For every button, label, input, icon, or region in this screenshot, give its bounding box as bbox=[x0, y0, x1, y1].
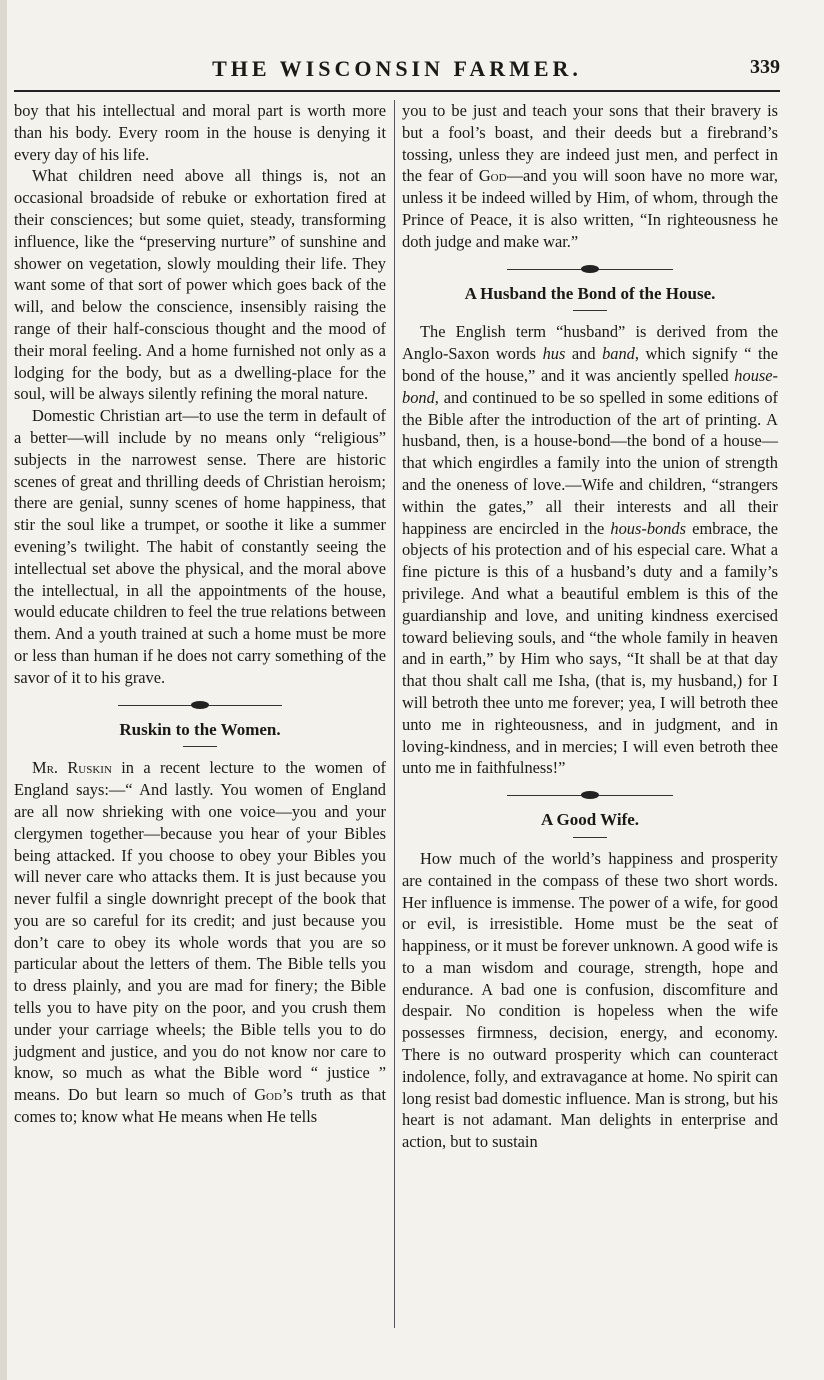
paragraph-text: in a recent lecture to the women of England says:—“ And lastly. You women of England are all now shrieking with one voice—you and your clergymen together—because you hear of your Bibles being attacked. If you choose to obey your Bibles you will never care who attacks them. It is just because you never fulfil a single downright precept of the book that you are so careful for its credit; and just because you don’t care to obey its whole words that you are so particular about the letters of them. The Bible tells you to dress plainly, and you are mad for finery; the Bible tells you to have pity on the poor, and you crush them under your carriage wheels; the Bible tells you to do judgment and justice, and you do not know nor care to know, so much as what the Bible word “ justice ” means. Do but learn so much of bbox=[14, 758, 386, 1105]
article-paragraph bbox=[14, 757, 386, 1128]
author-name: Mr. Ruskin bbox=[32, 758, 112, 778]
left-column bbox=[14, 100, 386, 1328]
page-edge bbox=[0, 0, 7, 1380]
article-paragraph: Domestic Christian art—to use the term in default of a better—will include by no means only “religious” subjects in the narrowest sense. There are historic scenes of great and thrilling deeds of Christian heroism; there are genial, sunny scenes of home happiness, that stir the soul like a trumpet, or soothe it like a summer evening’s twilight. The habit of constantly seeing the intellectual set above the physical, and the moral above the intellectual, in all the appointments of the house, would educate children to feel the true relations between them. And a youth trained at such a home must be more or less than human if he does not carry something of the savor of it to his grave. bbox=[14, 406, 386, 687]
header-rule bbox=[14, 90, 780, 92]
article-paragraph bbox=[402, 321, 778, 779]
section-heading-husband: A Husband the Bond of the House. bbox=[464, 283, 716, 303]
paragraph-text: , which signify “ the bond of the house,” and it was anciently spelled bbox=[402, 344, 779, 385]
section-separator bbox=[402, 261, 778, 277]
paragraph-text: The English term “husband” is derived from the Anglo-Saxon words bbox=[402, 322, 778, 364]
paragraph-text: , and continued to be so spelled in some editions of the Bible after the introduction of the art of printing. A husband, then, is a house-bond—the bond of a house—that which engirdles a family into the union of strength and the oneness of love.—Wife and children, “strangers within the gates,” all their interests and all their happiness are encircled in the bbox=[402, 387, 778, 538]
heading-rule bbox=[183, 746, 217, 747]
section-separator bbox=[14, 697, 386, 713]
section-separator bbox=[402, 787, 778, 803]
paragraph-text: you to be just and teach your sons that their bravery is but a fool’s boast, and their deeds but a firebrand’s tossing, unless they are indeed just men, and perfect in the fear of bbox=[402, 101, 778, 186]
italic-word: house-bond bbox=[402, 365, 778, 407]
section-heading-wife: A Good Wife. bbox=[540, 810, 640, 830]
paragraph-text: —and you will soon have no more war, unless it be indeed willed by Him, of whom, through the Prince of Peace, it is also written, “In righteousness he doth judge and make war.” bbox=[402, 166, 778, 251]
right-column bbox=[402, 100, 778, 1328]
paragraph-text: and bbox=[565, 344, 603, 364]
italic-word: hus bbox=[542, 344, 566, 364]
italic-word: hous-bonds bbox=[610, 518, 686, 538]
paragraph-text: ’s truth as that comes to; know what He means when He tells bbox=[14, 1085, 386, 1127]
article-paragraph bbox=[402, 100, 778, 253]
article-paragraph: boy that his intellectual and moral part is worth more than his body. Every room in the house is denying it every day of his life. bbox=[14, 101, 386, 164]
article-paragraph: How much of the world’s happiness and prosperity are contained in the compass of these two short words. Her influence is immense. The power of a wife, for good or evil, is irresistible. Home must be the seat of happiness, or it must be forever unknown. A good wife is to a man wisdom and courage, strength, hope and endurance. A bad one is confusion, discomfiture and despair. No condition is hopeless when the wife possesses firmness, decision, energy, and economy. There is no outward prosperity which can counteract indolence, folly, and extravagance at home. No spirit can long resist bad domestic influence. Man is strong, but his heart is not adamant. Man delights in enterprise and action, but to sustain bbox=[402, 848, 778, 1152]
section-heading-ruskin: Ruskin to the Women. bbox=[119, 719, 281, 739]
page-number: 339 bbox=[750, 56, 780, 78]
heading-rule bbox=[573, 310, 607, 311]
paragraph-text-god: God bbox=[254, 1085, 282, 1105]
column-divider bbox=[394, 100, 395, 1328]
publication-title: THE WISCONSIN FARMER. bbox=[212, 56, 582, 81]
paragraph-text: embrace, the objects of his protection and of his especial care. What a fine picture is this of a husband’s duty and a family’s privilege. And what a beautiful emblem is this of the guardianship and love, and uniting kindness exercised toward believing souls, and “the whole family in heaven and in earth,” by Him who says, “It shall be at that day that thou shalt call me Isha, (that is, my husband,) for I will betroth thee unto me forever; yea, I will betroth thee unto me in righteousness, and in judgment, and in loving-kindness, and in mercies; I will even betroth thee unto me in faithfulness!” bbox=[402, 518, 778, 778]
article-paragraph: What children need above all things is, not an occasional broadside of rebuke or exhortation fired at their consciences; but some quiet, steady, transforming influence, like the “preserving nurture” of sunshine and shower on vegetation, slowly moulding their life. They want some of that sort of power which goes back of the will, and below the conscience, insensibly raising the range of their half-conscious thought and the mood of their moral feeling. And a home furnished not only as a lodging for the body, but as a dwelling-place for the soul, will be always silently refining the moral nature. bbox=[14, 166, 386, 404]
paragraph-text-god: God bbox=[478, 166, 507, 186]
heading-rule bbox=[573, 837, 607, 838]
page-header bbox=[14, 50, 780, 90]
italic-word: band bbox=[602, 344, 635, 364]
